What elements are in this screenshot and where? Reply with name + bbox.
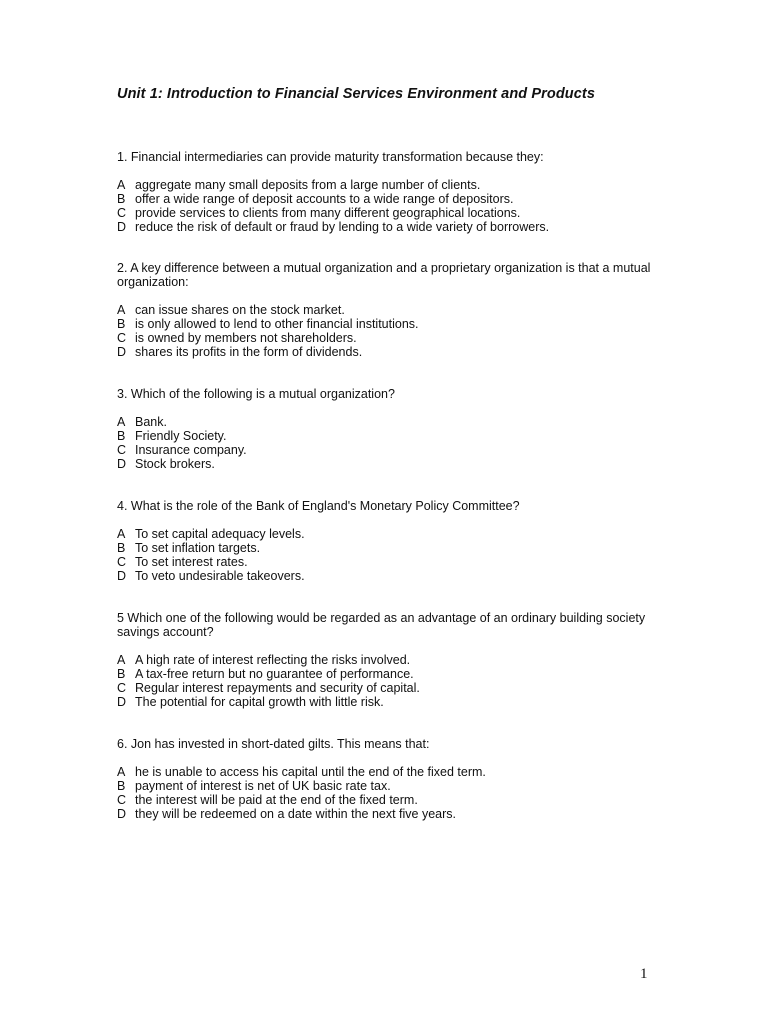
option-text: the interest will be paid at the end of the fixed term. xyxy=(135,793,418,807)
option-letter: D xyxy=(117,807,127,821)
option-text: aggregate many small deposits from a large number of clients. xyxy=(135,178,481,192)
option-letter: A xyxy=(117,653,126,667)
option-text: Stock brokers. xyxy=(135,457,215,471)
option-b xyxy=(117,779,657,793)
answer-options xyxy=(117,178,657,234)
option-text: can issue shares on the stock market. xyxy=(135,303,345,317)
answer-options xyxy=(117,653,657,709)
answer-options xyxy=(117,765,657,821)
option-letter: A xyxy=(117,765,126,779)
option-d xyxy=(117,457,657,471)
option-letter: B xyxy=(117,541,126,555)
option-letter: A xyxy=(117,303,126,317)
option-a xyxy=(117,178,657,192)
option-text: To veto undesirable takeovers. xyxy=(135,569,305,583)
option-letter: C xyxy=(117,206,127,220)
option-letter: B xyxy=(117,192,126,206)
question-4 xyxy=(117,499,657,583)
option-letter: D xyxy=(117,695,127,709)
option-d xyxy=(117,695,657,709)
option-d xyxy=(117,220,657,234)
option-c xyxy=(117,555,657,569)
option-c xyxy=(117,331,657,345)
document-title: Unit 1: Introduction to Financial Services Environment and Products xyxy=(117,86,596,102)
option-a xyxy=(117,653,657,667)
option-letter: D xyxy=(117,569,127,583)
option-c xyxy=(117,206,657,220)
question-text: 6. Jon has invested in short-dated gilts. This means that: xyxy=(117,737,430,751)
option-text: To set inflation targets. xyxy=(135,541,261,555)
option-letter: A xyxy=(117,415,126,429)
option-b xyxy=(117,192,657,206)
option-text: he is unable to access his capital until the end of the fixed term. xyxy=(135,765,486,779)
question-5 xyxy=(117,611,657,709)
option-text: Bank. xyxy=(135,415,167,429)
question-3 xyxy=(117,387,657,471)
option-text: is only allowed to lend to other financial institutions. xyxy=(135,317,419,331)
option-letter: B xyxy=(117,429,126,443)
option-b xyxy=(117,541,657,555)
option-letter: B xyxy=(117,779,126,793)
option-text: offer a wide range of deposit accounts to a wide range of depositors. xyxy=(135,192,514,206)
option-b xyxy=(117,429,657,443)
option-letter: D xyxy=(117,457,127,471)
option-text: To set capital adequacy levels. xyxy=(135,527,305,541)
option-a xyxy=(117,303,657,317)
option-b xyxy=(117,317,657,331)
option-text: Regular interest repayments and security of capital. xyxy=(135,681,420,695)
question-text: 4. What is the role of the Bank of England's Monetary Policy Committee? xyxy=(117,499,520,513)
option-d xyxy=(117,345,657,359)
option-c xyxy=(117,793,657,807)
question-text: 5 Which one of the following would be regarded as an advantage of an ordinary building society savings account? xyxy=(117,611,646,639)
option-text: A tax-free return but no guarantee of performance. xyxy=(135,667,414,681)
option-letter: C xyxy=(117,555,127,569)
option-letter: B xyxy=(117,667,126,681)
option-a xyxy=(117,527,657,541)
option-a xyxy=(117,765,657,779)
answer-options xyxy=(117,303,657,359)
option-text: Friendly Society. xyxy=(135,429,227,443)
option-c xyxy=(117,681,657,695)
option-letter: C xyxy=(117,331,127,345)
option-b xyxy=(117,667,657,681)
option-text: they will be redeemed on a date within the next five years. xyxy=(135,807,457,821)
option-text: A high rate of interest reflecting the risks involved. xyxy=(135,653,411,667)
option-letter: C xyxy=(117,681,127,695)
answer-options xyxy=(117,415,657,471)
answer-options xyxy=(117,527,657,583)
option-c xyxy=(117,443,657,457)
question-text: 2. A key difference between a mutual organization and a proprietary organization is that a mutual organization: xyxy=(117,261,651,289)
option-letter: D xyxy=(117,345,127,359)
page-number: 1 xyxy=(640,966,648,982)
option-text: is owned by members not shareholders. xyxy=(135,331,357,345)
option-a xyxy=(117,415,657,429)
option-text: shares its profits in the form of dividends. xyxy=(135,345,363,359)
option-letter: C xyxy=(117,793,127,807)
option-letter: A xyxy=(117,178,126,192)
option-text: reduce the risk of default or fraud by lending to a wide variety of borrowers. xyxy=(135,220,550,234)
question-text: 3. Which of the following is a mutual organization? xyxy=(117,387,395,401)
question-text: 1. Financial intermediaries can provide maturity transformation because they: xyxy=(117,150,544,164)
option-text: provide services to clients from many different geographical locations. xyxy=(135,206,521,220)
option-letter: C xyxy=(117,443,127,457)
question-2 xyxy=(117,261,657,359)
option-letter: A xyxy=(117,527,126,541)
option-d xyxy=(117,569,657,583)
option-text: payment of interest is net of UK basic rate tax. xyxy=(135,779,391,793)
option-text: The potential for capital growth with little risk. xyxy=(135,695,384,709)
option-text: To set interest rates. xyxy=(135,555,248,569)
option-d xyxy=(117,807,657,821)
option-letter: B xyxy=(117,317,126,331)
option-letter: D xyxy=(117,220,127,234)
question-1 xyxy=(117,150,657,234)
option-text: Insurance company. xyxy=(135,443,247,457)
question-6 xyxy=(117,737,657,821)
